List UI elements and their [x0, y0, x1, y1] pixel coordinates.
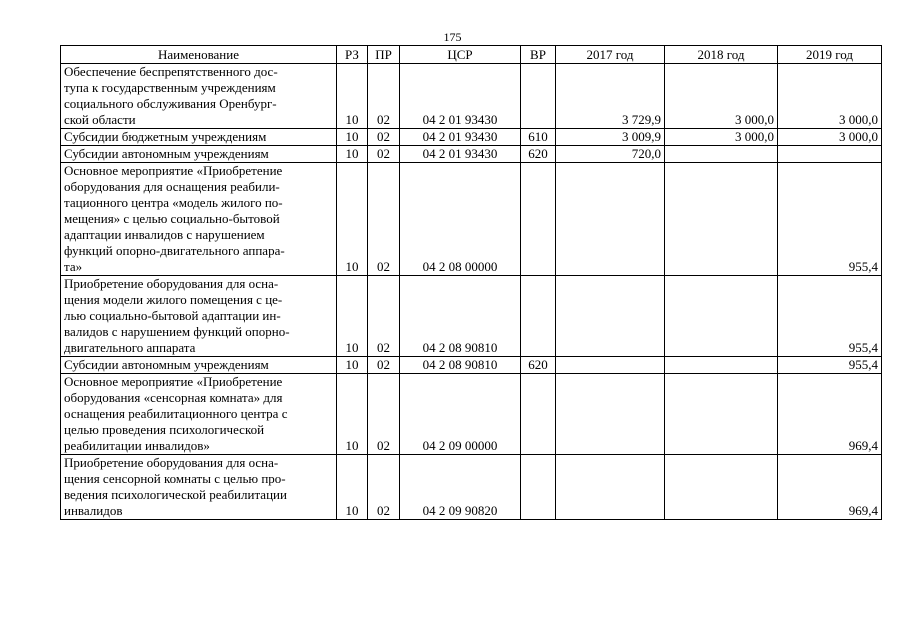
row-2018: [665, 276, 778, 357]
row-name: Субсидии бюджетным учреждениям: [61, 129, 337, 146]
row-rz: 10: [337, 455, 368, 520]
header-rz: РЗ: [337, 46, 368, 64]
table-row: [61, 146, 882, 163]
row-rz: 10: [337, 163, 368, 276]
row-vr: [521, 374, 556, 455]
row-2018: 3 000,0: [665, 129, 778, 146]
row-pr: 02: [368, 163, 400, 276]
row-vr: [521, 455, 556, 520]
row-2017: [556, 455, 665, 520]
row-2019: 955,4: [778, 163, 882, 276]
header-csr: ЦСР: [400, 46, 521, 64]
row-name: Основное мероприятие «Приобретение оборудования «сенсорная комната» для оснащения реабилитационного центра с целью проведения психологической реабилитации инвалидов»: [61, 374, 337, 455]
header-pr: ПР: [368, 46, 400, 64]
row-csr: 04 2 08 90810: [400, 357, 521, 374]
row-2017: [556, 276, 665, 357]
row-vr: [521, 64, 556, 129]
row-pr: 02: [368, 374, 400, 455]
row-csr: 04 2 08 00000: [400, 163, 521, 276]
row-rz: 10: [337, 276, 368, 357]
header-vr: ВР: [521, 46, 556, 64]
row-2018: [665, 357, 778, 374]
row-vr: [521, 163, 556, 276]
row-csr: 04 2 01 93430: [400, 64, 521, 129]
table-row: [61, 129, 882, 146]
header-2018: 2018 год: [665, 46, 778, 64]
row-vr: [521, 276, 556, 357]
row-2019: 3 000,0: [778, 64, 882, 129]
row-pr: 02: [368, 455, 400, 520]
row-2019: 3 000,0: [778, 129, 882, 146]
row-2018: [665, 374, 778, 455]
row-pr: 02: [368, 129, 400, 146]
table-row: [61, 455, 882, 520]
table-row: [61, 276, 882, 357]
row-2019: 969,4: [778, 455, 882, 520]
page-number: 175: [443, 30, 462, 44]
row-2018: [665, 163, 778, 276]
budget-table: [60, 45, 882, 520]
row-vr: 620: [521, 357, 556, 374]
row-rz: 10: [337, 374, 368, 455]
row-pr: 02: [368, 357, 400, 374]
row-2017: [556, 163, 665, 276]
row-name: Приобретение оборудования для осна- щения сенсорной комнаты с целью про- ведения психологической реабилитации инвалидов: [61, 455, 337, 520]
table-row: [61, 163, 882, 276]
row-2018: 3 000,0: [665, 64, 778, 129]
row-2017: [556, 374, 665, 455]
table-row: [61, 64, 882, 129]
row-csr: 04 2 09 00000: [400, 374, 521, 455]
row-name: Основное мероприятие «Приобретение оборудования для оснащения реабили- тационного центра «модель жилого по- мещения» с целью социально-бытовой адаптации инвалидов с нарушением функций опорно-двигательного аппара- та»: [61, 163, 337, 276]
row-vr: 610: [521, 129, 556, 146]
row-2017: 3 009,9: [556, 129, 665, 146]
row-name: Субсидии автономным учреждениям: [61, 357, 337, 374]
row-2017: 720,0: [556, 146, 665, 163]
row-pr: 02: [368, 276, 400, 357]
row-rz: 10: [337, 64, 368, 129]
row-2017: 3 729,9: [556, 64, 665, 129]
row-csr: 04 2 08 90810: [400, 276, 521, 357]
row-2018: [665, 455, 778, 520]
row-2018: [665, 146, 778, 163]
header-name: Наименование: [61, 46, 337, 64]
row-rz: 10: [337, 146, 368, 163]
row-2019: [778, 146, 882, 163]
row-csr: 04 2 09 90820: [400, 455, 521, 520]
header-2019: 2019 год: [778, 46, 882, 64]
row-csr: 04 2 01 93430: [400, 129, 521, 146]
row-pr: 02: [368, 146, 400, 163]
row-name: Субсидии автономным учреждениям: [61, 146, 337, 163]
row-2019: 969,4: [778, 374, 882, 455]
row-rz: 10: [337, 357, 368, 374]
row-name: Обеспечение беспрепятственного дос- тупа к государственным учреждениям социального обслуживания Оренбург- ской области: [61, 64, 337, 129]
row-2017: [556, 357, 665, 374]
table-row: [61, 374, 882, 455]
table-header-row: [61, 46, 882, 64]
row-2019: 955,4: [778, 357, 882, 374]
row-rz: 10: [337, 129, 368, 146]
row-vr: 620: [521, 146, 556, 163]
row-name: Приобретение оборудования для осна- щения модели жилого помещения с це- лью социально-бытовой адаптации ин- валидов с нарушением функций опорно- двигательного аппарата: [61, 276, 337, 357]
header-2017: 2017 год: [556, 46, 665, 64]
row-2019: 955,4: [778, 276, 882, 357]
row-pr: 02: [368, 64, 400, 129]
row-csr: 04 2 01 93430: [400, 146, 521, 163]
table-row: [61, 357, 882, 374]
